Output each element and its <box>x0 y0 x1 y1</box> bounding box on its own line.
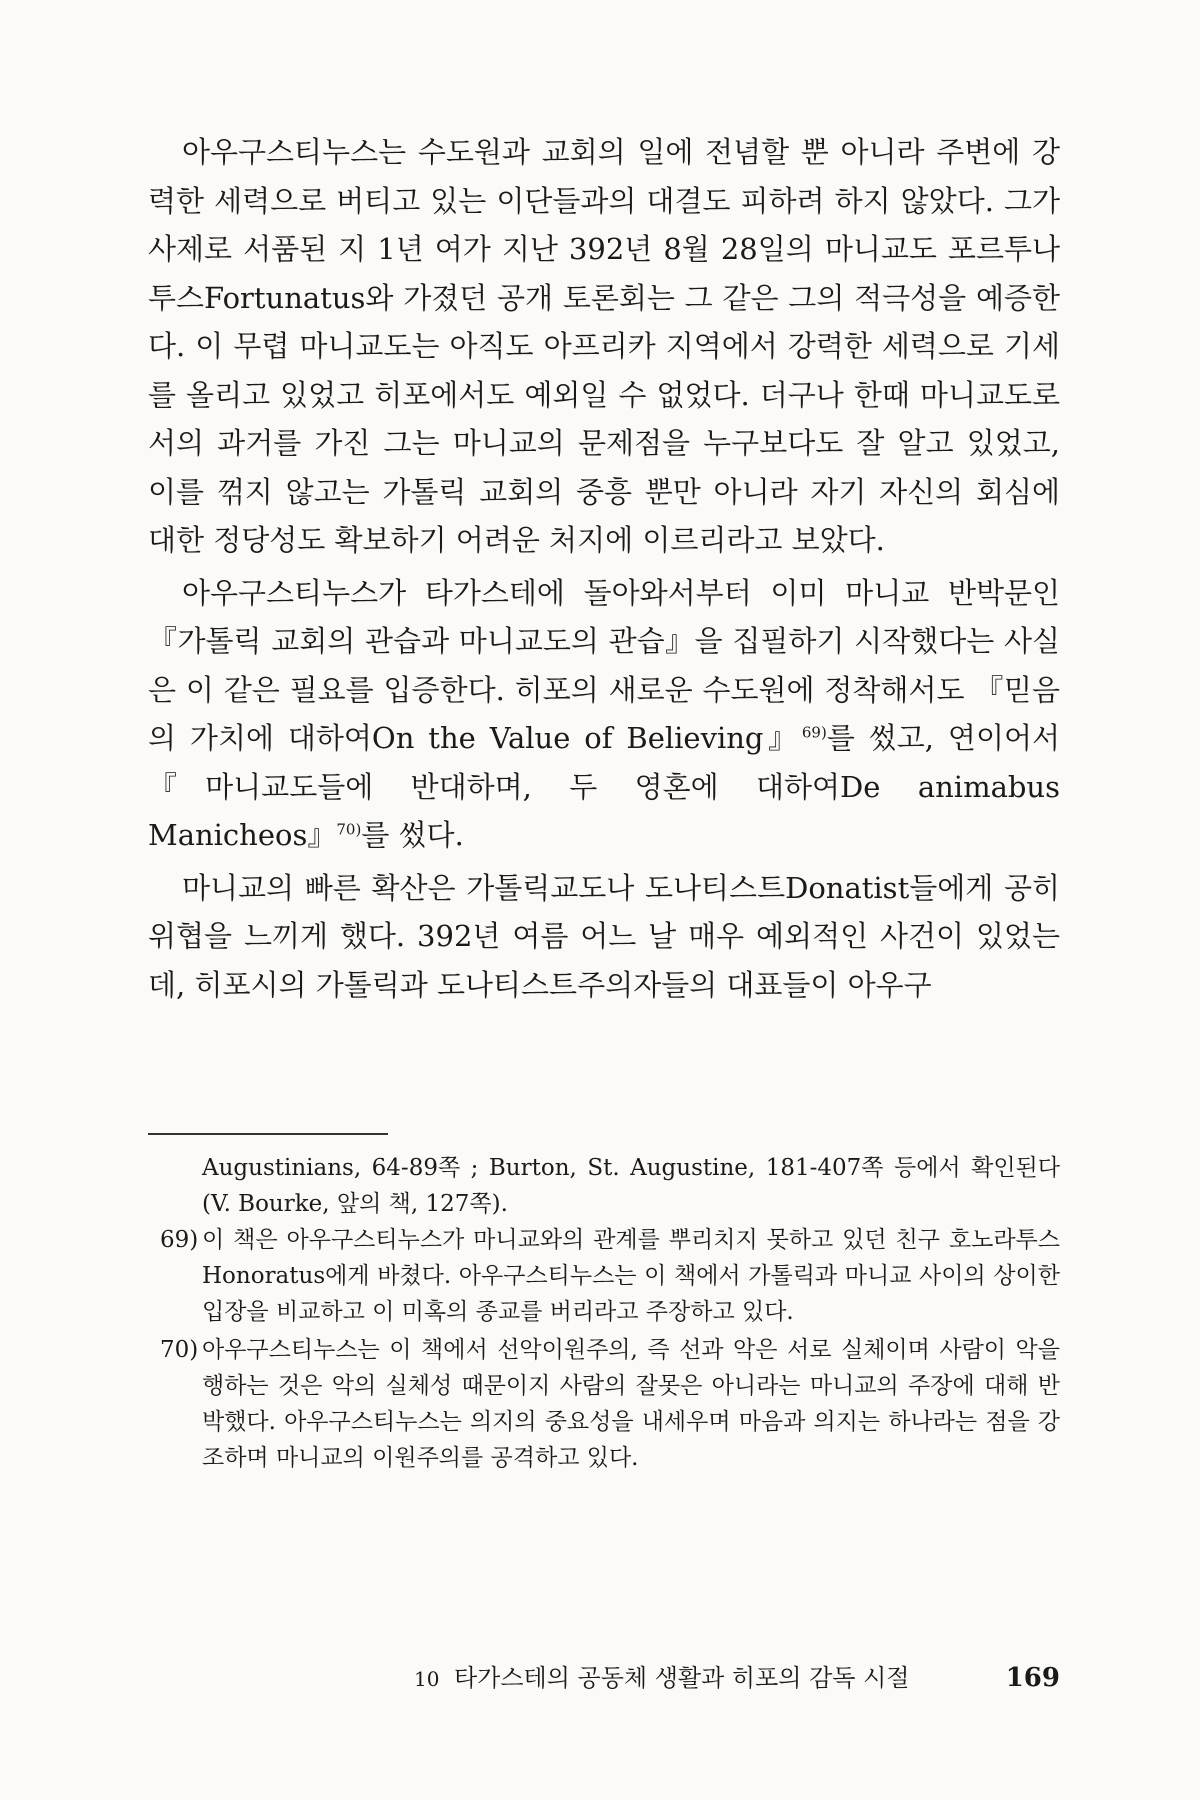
footnote-70 <box>160 1332 1060 1476</box>
footnote-separator <box>148 1133 388 1135</box>
chapter-title: 타가스테의 공동체 생활과 히포의 감독 시절 <box>454 1664 910 1692</box>
footnote-text: 아우구스티누스는 이 책에서 선악이원주의, 즉 선과 악은 서로 실체이며 사람이 악을 행하는 것은 악의 실체성 때문이지 사람의 잘못은 아니라는 마니교의 주장에 대해 반박했다. 아우구스티누스는 의지의 중요성을 내세우며 마음과 의지는 하나라는 점을 강조하며 마니교의 이원주의를 공격하고 있다. <box>202 1337 1060 1471</box>
paragraph-2-part-a: 아우구스티누스가 타가스테에 돌아와서부터 이미 마니교 반박문인 『가톨릭 교회의 관습과 마니교도의 관습』을 집필하기 시작했다는 사실은 이 같은 필요를 입증한다. 히포의 새로운 수도원에 정착해서도 『믿음의 가치에 대하여On the Value of Believing』 <box>148 575 1060 755</box>
footnote-text: 이 책은 아우구스티누스가 마니교와의 관계를 뿌리치지 못하고 있던 친구 호노라투스Honoratus에게 바쳤다. 아우구스티누스는 이 책에서 가톨릭과 마니교 사이의 상이한 입장을 비교하고 이 미혹의 종교를 버리라고 주장하고 있다. <box>202 1227 1060 1325</box>
paragraph-3: 마니교의 빠른 확산은 가톨릭교도나 도나티스트Donatist들에게 공히 위협을 느끼게 했다. 392년 여름 어느 날 매우 예외적인 사건이 있었는데, 히포시의 가톨릭과 도나티스트주의자들의 대표들이 아우구 <box>148 870 1060 1002</box>
paragraph-2-part-b: 를 썼고, 연이어서 『마니교도들에 반대하며, 두 영혼에 대하여De animabus Manicheos』 <box>148 721 1060 852</box>
footnote-69 <box>160 1222 1060 1330</box>
paragraph-1: 아우구스티누스는 수도원과 교회의 일에 전념할 뿐 아니라 주변에 강력한 세력으로 버티고 있는 이단들과의 대결도 피하려 하지 않았다. 그가 사제로 서품된 지 1년 여가 지난 392년 8월 28일의 마니교도 포르투나투스Fortunatus와 가졌던 공개 토론회는 그 같은 그의 적극성을 예증한다. 이 무렵 마니교도는 아직도 아프리카 지역에서 강력한 세력으로 기세를 올리고 있었고 히포에서도 예외일 수 없었다. 더구나 한때 마니교도로서의 과거를 가진 그는 마니교의 문제점을 누구보다도 잘 알고 있었고, 이를 꺾지 않고는 가톨릭 교회의 중흥 뿐만 아니라 자기 자신의 회심에 대한 정당성도 확보하기 어려운 처지에 이르리라고 보았다. <box>148 135 1060 557</box>
footnote-ref-70: 70) <box>336 820 362 839</box>
running-footer <box>414 1658 1060 1693</box>
footnote-number: 69) <box>160 1227 199 1253</box>
page-number: 169 <box>1005 1663 1060 1693</box>
footnote-ref-69: 69) <box>801 723 827 742</box>
paragraph-2-part-c: 를 썼다. <box>361 818 464 852</box>
footnotes <box>160 1150 1060 1476</box>
paragraph-2 <box>148 569 1060 860</box>
footnote-number: 70) <box>160 1337 199 1363</box>
footnote-continuation: Augustinians, 64-89쪽 ; Burton, St. Augustine, 181-407쪽 등에서 확인된다(V. Bourke, 앞의 책, 127쪽). <box>202 1155 1060 1217</box>
chapter-number: 10 <box>414 1667 440 1691</box>
main-text <box>148 128 1060 1009</box>
